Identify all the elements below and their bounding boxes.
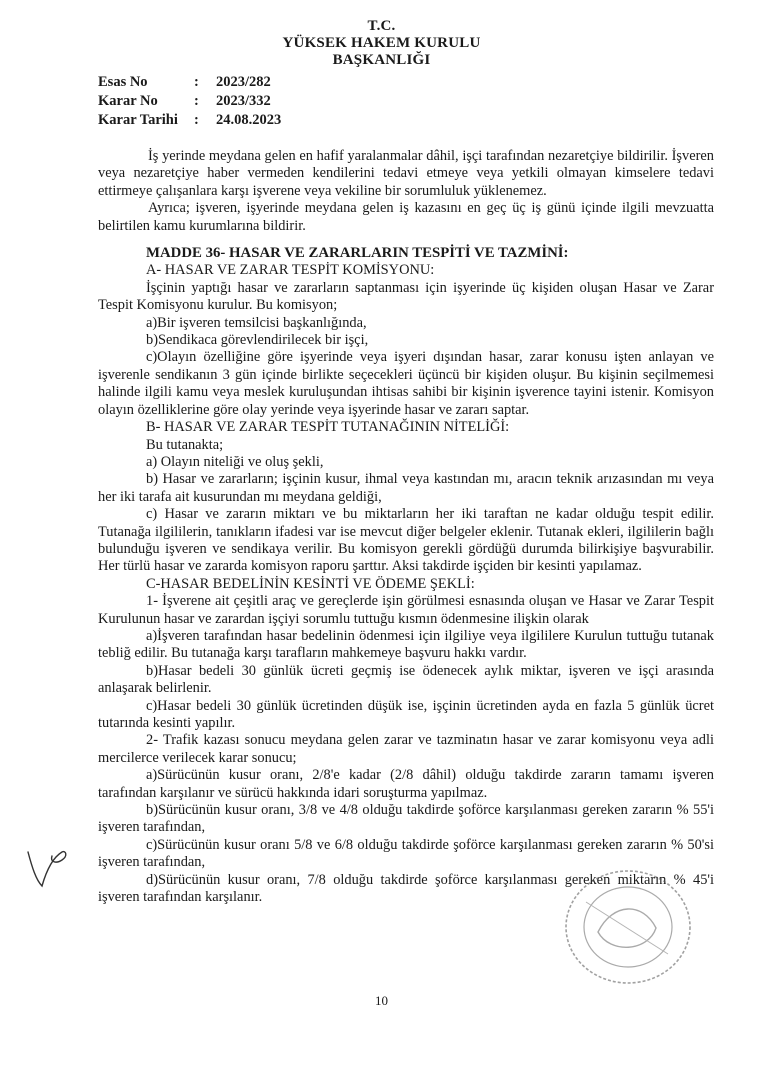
list-item: c)Sürücünün kusur oranı 5/8 ve 6/8 olduğu takdirde şoförce karşılanması gereken zararın % 50'si işveren tarafından, <box>98 836 714 871</box>
official-stamp-icon <box>538 862 718 992</box>
list-item: b)Hasar bedeli 30 günlük ücreti geçmiş ise ödenecek aylık miktar, işveren ve işçi arasında anlaşarak belirlenir. <box>98 662 714 697</box>
meta-value: 2023/282 <box>216 74 271 90</box>
list-item: c)Olayın özelliğine göre işyerinde veya işyeri dışından hasar, zarar konusu işten anlayan ve işverenle sendikanın 3 gün içinde birlikte seçecekleri üçüncü bir kişiden oluşur. Bu kişinin seçilmemesi halinde ilgili kamu veya meslek kuruluşundan ihtisas sahibi bir kişinin işverence tayini istenir. Komisyon olayın özelliklerine göre olay yerinde veya işyerinde hasar ve zararı saptar. <box>98 349 714 418</box>
meta-colon: : <box>194 112 199 128</box>
list-item: b)Sendikaca görevlendirilecek bir işçi, <box>146 332 369 349</box>
meta-label: Karar Tarihi <box>98 112 178 128</box>
header-tc: T.C. <box>367 18 396 34</box>
case-metadata <box>98 73 281 130</box>
meta-label: Karar No <box>98 93 158 109</box>
list-item: b) Hasar ve zararların; işçinin kusur, ihmal veya kastından mı, aracın teknik arızasından mı veya her iki tarafa ait kusurundan mı meydana geldiği, <box>98 471 714 505</box>
section-heading: C-HASAR BEDELİNİN KESİNTİ VE ÖDEME ŞEKLİ: <box>146 575 475 592</box>
article-heading: MADDE 36- HASAR VE ZARARLARIN TESPİTİ VE TAZMİNİ: <box>146 245 569 262</box>
list-item: a)Bir işveren temsilcisi başkanlığında, <box>146 314 367 331</box>
list-item: d)Sürücünün kusur oranı, 7/8 olduğu takdirde şoförce karşılanması gereken miktarın % 45'i işveren tarafından karşılanır. <box>98 871 714 906</box>
document-header <box>0 18 763 69</box>
paragraph: Ayrıca; işveren, işyerinde meydana gelen iş kazasını en geç üç iş günü içinde ilgili mevzuatta belirtilen kamu kurumlarına bildirir. <box>98 200 714 234</box>
list-item: a)İşveren tarafından hasar bedelinin ödenmesi için ilgiliye veya ilgililere Kurulun tuttuğu tutanak tebliğ edilir. Bu tutanağa karşı tarafların mahkemeye başvuru hakkı vardır. <box>98 627 714 662</box>
list-item: a)Sürücünün kusur oranı, 2/8'e kadar (2/8 dâhil) olduğu takdirde zararın tamamı işveren tarafından karşılanır ve sürücü hakkında idari soruşturma yapılmaz. <box>98 767 714 801</box>
meta-label: Esas No <box>98 74 148 90</box>
header-institution: YÜKSEK HAKEM KURULU <box>282 35 481 51</box>
header-presidency: BAŞKANLIĞI <box>332 52 431 68</box>
section-heading: B- HASAR VE ZARAR TESPİT TUTANAĞININ NİTELİĞİ: <box>146 419 510 436</box>
meta-value: 2023/332 <box>216 93 271 109</box>
handwritten-signature <box>22 842 72 892</box>
list-item: a) Olayın niteliği ve oluş şekli, <box>146 453 324 470</box>
paragraph: İşçinin yaptığı hasar ve zararların saptanması için işyerinde üç kişiden oluşan Hasar ve Zarar Tespit Komisyonu kurulur. Bu komisyon; <box>98 279 714 314</box>
meta-row-tarih <box>98 111 281 130</box>
section-heading: A- HASAR VE ZARAR TESPİT KOMİSYONU: <box>146 262 435 279</box>
document-body <box>98 148 714 906</box>
meta-colon: : <box>194 93 199 109</box>
meta-row-esas <box>98 73 281 92</box>
paragraph: 2- Trafik kazası sonucu meydana gelen zarar ve tazminatın hasar ve zarar komisyonu veya adli mercilerce verilecek karar sonucu; <box>98 732 714 766</box>
meta-colon: : <box>194 74 199 90</box>
page-number: 10 <box>375 993 388 1008</box>
meta-value: 24.08.2023 <box>216 112 282 128</box>
paragraph: Bu tutanakta; <box>146 436 224 453</box>
list-item: c)Hasar bedeli 30 günlük ücretinden düşük ise, işçinin ücretinden ayda en fazla 5 günlük ücret tutarında kesinti yapılır. <box>98 697 714 731</box>
paragraph: İş yerinde meydana gelen en hafif yaralanmalar dâhil, işçi tarafından nezaretçiye bildirilir. İşveren veya nezaretçiye haber vermeden kendilerini tedavi etmeye veya yetkili olmayan kimselere tedavi ettirmeye çalışanlara karşı işverene veya vekiline bir sorumluluk yüklenemez. <box>98 148 714 199</box>
list-item: c) Hasar ve zararın miktarı ve bu miktarların her iki taraftan ne kadar olduğu tespit edilir. Tutanağa ilgililerin, tanıkların ifadesi var ise mevcut diğer belgeler eklenir. Tutanak ekleri, ilgililerin bağlı bulunduğu işveren ve sendikaya verilir. Bu komisyon gerekli gördüğü durumda bilirkişiye başvurabilir. Her türlü hasar ve zararda komisyon raporu şarttır. Aksi takdirde işçiden bir kesinti yapılamaz. <box>98 506 714 575</box>
list-item: b)Sürücünün kusur oranı, 3/8 ve 4/8 olduğu takdirde şoförce karşılanması gereken zararın % 55'i işveren tarafından, <box>98 802 714 836</box>
meta-row-karar <box>98 92 281 111</box>
paragraph: 1- İşverene ait çeşitli araç ve gereçlerde işin görülmesi esnasında oluşan ve Hasar ve Zarar Tespit Kurulunun hasar ve zarardan işçiyi sorumlu tuttuğu kısmın ödenmesine ilişkin olarak <box>98 593 714 627</box>
